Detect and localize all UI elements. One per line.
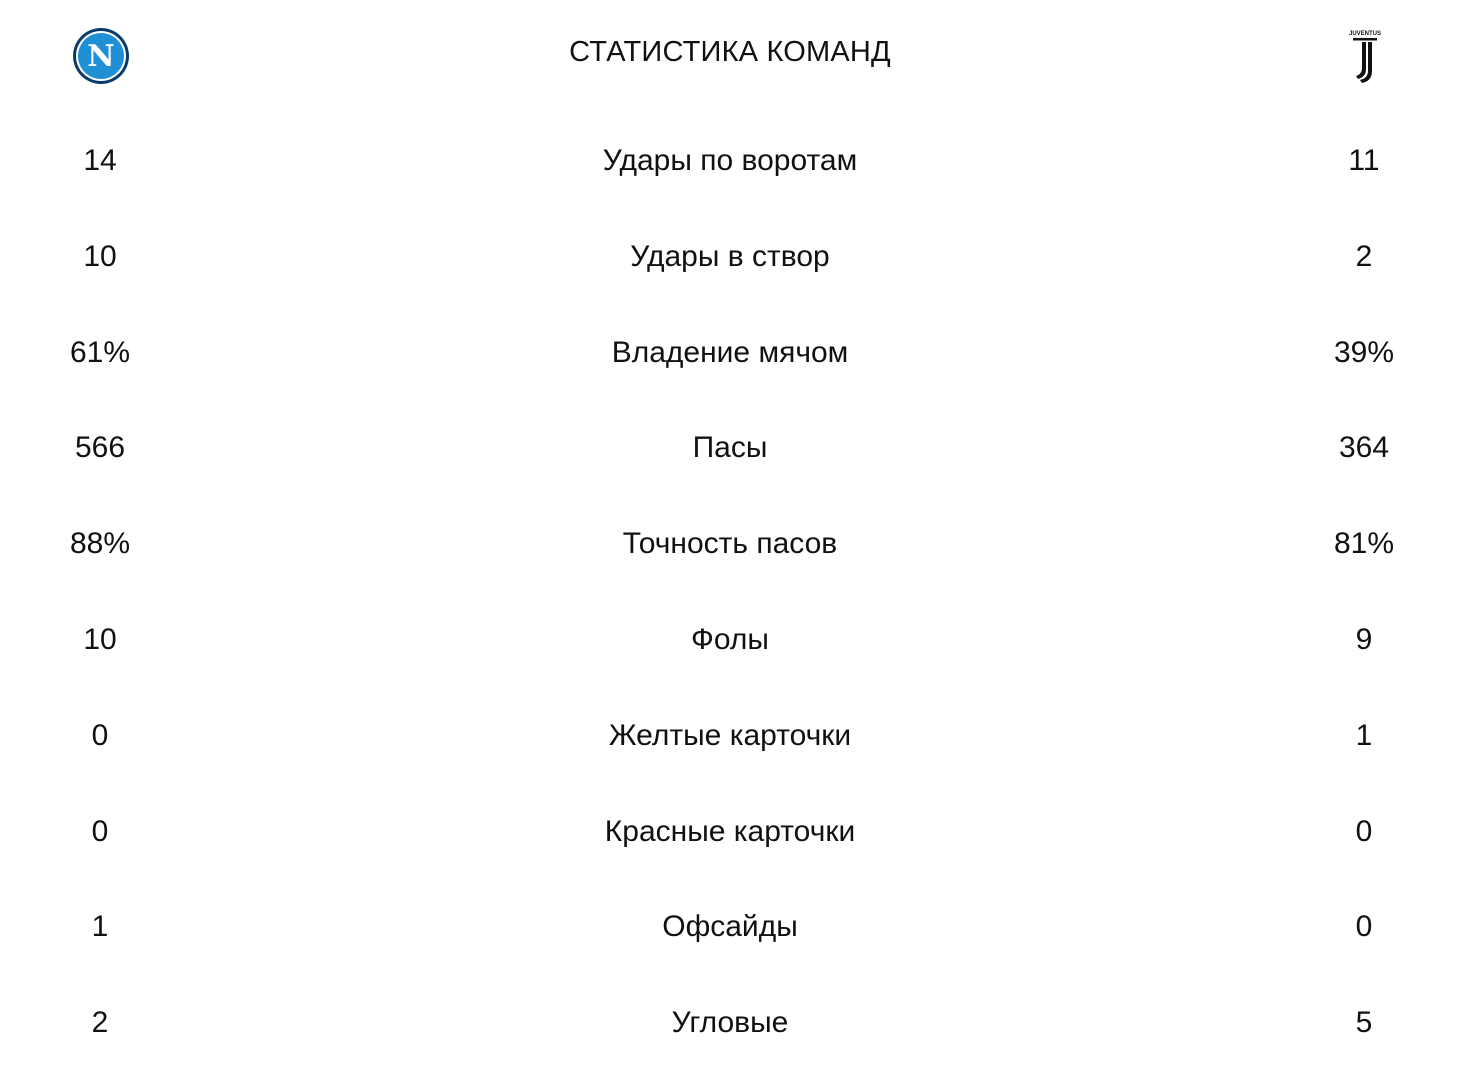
home-value: 566 (74, 431, 126, 465)
stat-label: Офсайды (662, 910, 798, 944)
stat-label: Угловые (671, 1006, 789, 1040)
stat-row-shots-on-target (0, 209, 1460, 305)
home-value: 61% (69, 335, 131, 369)
away-value: 1 (1355, 718, 1373, 752)
away-value: 9 (1355, 622, 1373, 656)
stat-label: Точность пасов (622, 527, 838, 561)
home-value: 14 (83, 144, 117, 177)
home-value: 10 (83, 239, 117, 273)
away-value: 364 (1338, 431, 1390, 465)
home-value: 0 (91, 718, 109, 752)
away-value: 0 (1355, 910, 1373, 944)
away-value: 0 (1355, 814, 1373, 848)
home-value: 1 (91, 910, 109, 944)
stat-label: Пасы (692, 431, 768, 465)
home-value: 10 (83, 622, 117, 656)
home-value: 88% (69, 527, 131, 561)
stat-label: Желтые карточки (608, 718, 852, 752)
svg-text:N: N (87, 39, 115, 74)
stat-label: Красные карточки (604, 814, 856, 848)
juventus-crest-icon (1345, 27, 1385, 85)
stats-table (0, 113, 1460, 1071)
stat-row-fouls (0, 592, 1460, 688)
page-title: СТАТИСТИКА КОМАНД (569, 36, 891, 68)
away-value: 39% (1333, 335, 1395, 369)
stat-label: Фолы (691, 622, 769, 656)
stat-label: Удары по воротам (602, 144, 858, 177)
away-value: 2 (1355, 239, 1373, 273)
stat-row-corners (0, 975, 1460, 1071)
stat-row-yellow-cards (0, 688, 1460, 784)
stats-header (0, 0, 1460, 110)
stat-row-shots (0, 113, 1460, 209)
stat-row-passes (0, 400, 1460, 496)
home-value: 2 (91, 1006, 109, 1040)
home-value: 0 (91, 814, 109, 848)
stat-label: Удары в створ (630, 239, 830, 273)
stat-row-pass-accuracy (0, 496, 1460, 592)
stat-row-possession (0, 305, 1460, 401)
svg-text:JUVENTUS: JUVENTUS (1348, 31, 1382, 37)
away-value: 81% (1333, 527, 1395, 561)
stat-label: Владение мячом (611, 335, 849, 369)
napoli-crest-icon (72, 27, 130, 85)
stat-row-red-cards (0, 784, 1460, 880)
away-value: 11 (1348, 144, 1380, 177)
stat-row-offsides (0, 879, 1460, 975)
away-value: 5 (1355, 1006, 1373, 1040)
